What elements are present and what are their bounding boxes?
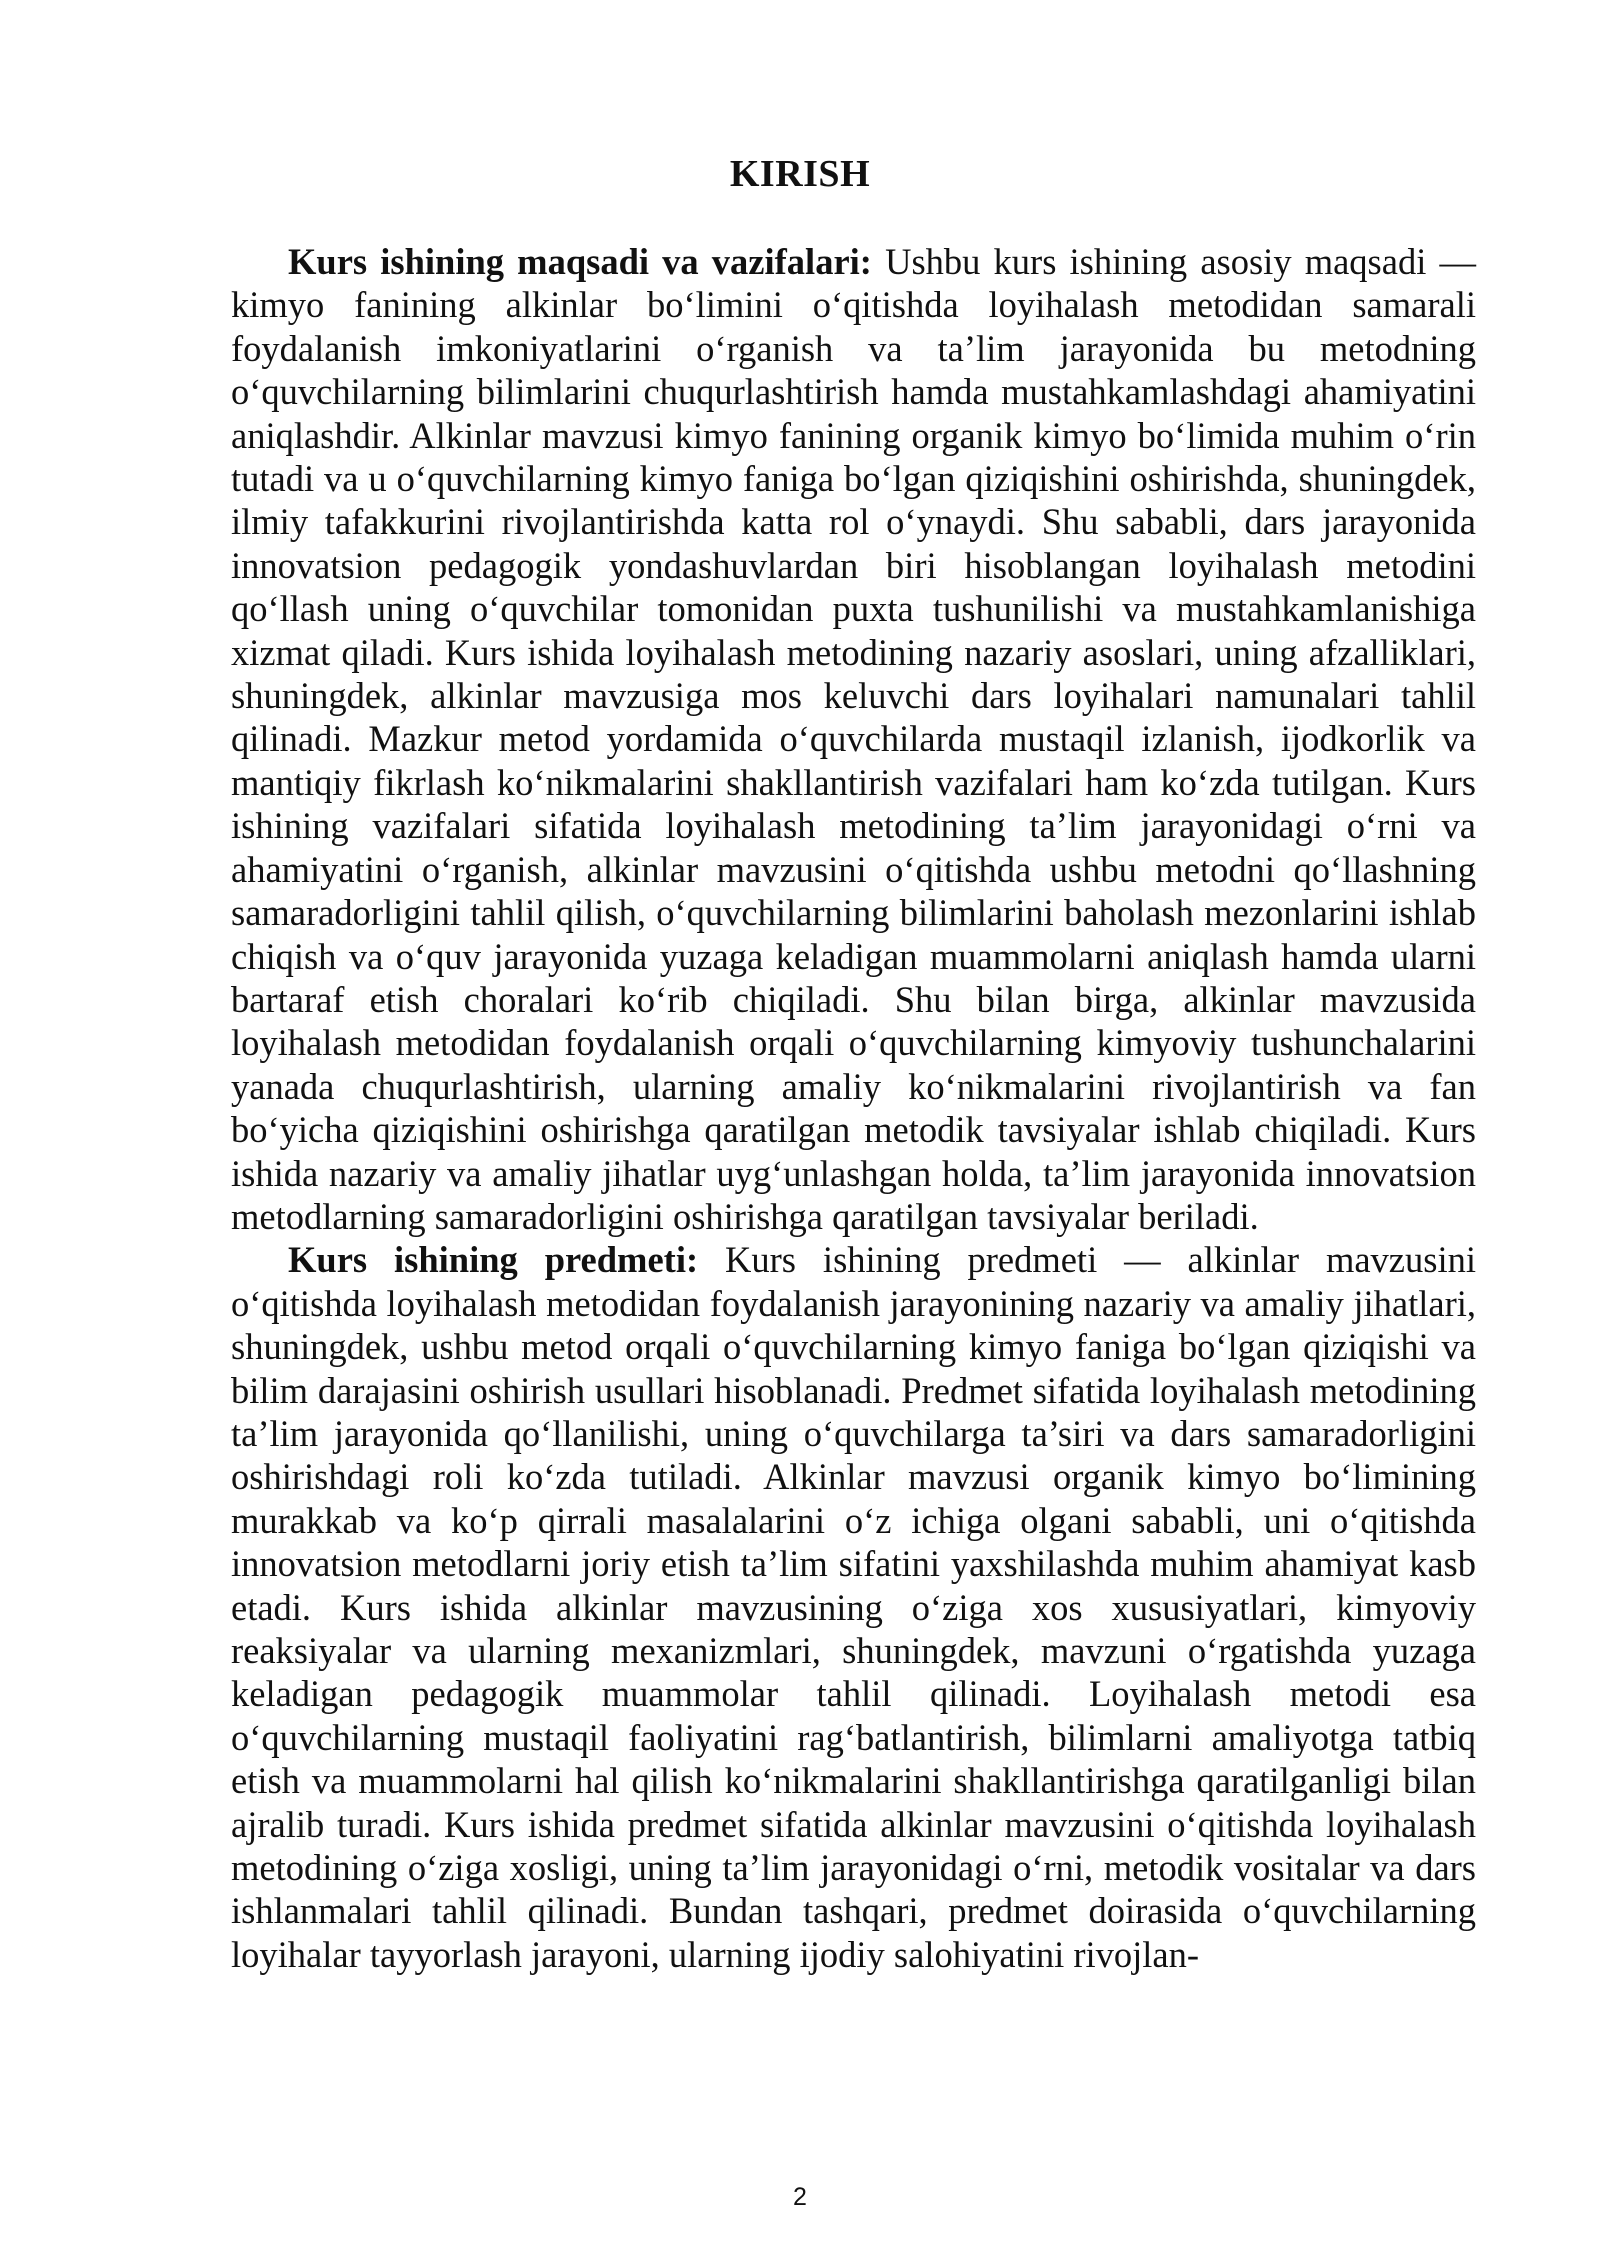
page-number: 2 [793, 2183, 807, 2211]
paragraph-subject [231, 1238, 1476, 1976]
section-heading: KIRISH [729, 153, 871, 195]
paragraph-goals [231, 240, 1476, 1238]
paragraph-text: Ushbu kurs ishining asosiy maqsadi — kimyo fanining alkinlar bo‘limini o‘qitishda loyihalash metodidan samarali foydalanish imkoniyatlarini o‘rganish va ta’lim jarayonida bu metodning o‘quvchilarning bilimlarini chuqurlashtirish hamda mustahkamlashdagi ahamiyatini aniqlashdir. Alkinlar mavzusi kimyo fanining organik kimyo bo‘limida muhim o‘rin tutadi va u o‘quvchilarning kimyo faniga bo‘lgan qiziqishini oshirishda, shuningdek, ilmiy tafakkurini rivojlantirishda katta rol o‘ynaydi. Shu sababli, dars jarayonida innovatsion pedagogik yondashuvlardan biri hisoblangan loyihalash metodini qo‘llash uning o‘quvchilar tomonidan puxta tushunilishi va mustahkamlanishiga xizmat qiladi. Kurs ishida loyihalash metodining nazariy asoslari, uning afzalliklari, shuningdek, alkinlar mavzusiga mos keluvchi dars loyihalari namunalari tahlil qilinadi. Mazkur metod yordamida o‘quvchilarda mustaqil izlanish, ijodkorlik va mantiqiy fikrlash ko‘nikmalarini shakllantirish vazifalari ham ko‘zda tutilgan. Kurs ishining vazifalari sifatida loyihalash metodining ta’lim jarayonidagi o‘rni va ahamiyatini o‘rganish, alkinlar mavzusini o‘qitishda ushbu metodni qo‘llashning samaradorligini tahlil qilish, o‘quvchilarning bilimlarini baholash mezonlarini ishlab chiqish va o‘quv jarayonida yuzaga keladigan muammolarni aniqlash hamda ularni bartaraf etish choralari ko‘rib chiqiladi. Shu bilan birga, alkinlar mavzusida loyihalash metodidan foydalanish orqali o‘quvchilarning kimyoviy tushunchalarini yanada chuqurlashtirish, ularning amaliy ko‘nikmalarini rivojlantirish va fan bo‘yicha qiziqishini oshirishga qaratilgan metodik tavsiyalar ishlab chiqiladi. Kurs ishida nazariy va amaliy jihatlar uyg‘unlashgan holda, ta’lim jarayonida innovatsion metodlarning samaradorligini oshirishga qaratilgan tavsiyalar beriladi. [231, 241, 1476, 1237]
paragraph-lead: Kurs ishining predmeti: [288, 1239, 699, 1281]
paragraph-text: Kurs ishining predmeti — alkinlar mavzusini o‘qitishda loyihalash metodidan foydalanish jarayonining nazariy va amaliy jihatlari, shuningdek, ushbu metod orqali o‘quvchilarning kimyo faniga bo‘lgan qiziqishi va bilim darajasini oshirish usullari hisoblanadi. Predmet sifatida loyihalash metodining ta’lim jarayonida qo‘llanilishi, uning o‘quvchilarga ta’siri va dars samaradorligini oshirishdagi roli ko‘zda tutiladi. Alkinlar mavzusi organik kimyo bo‘limining murakkab va ko‘p qirrali masalalarini o‘z ichiga olgani sababli, uni o‘qitishda innovatsion metodlarni joriy etish ta’lim sifatini yaxshilashda muhim ahamiyat kasb etadi. Kurs ishida alkinlar mavzusining o‘ziga xos xususiyatlari, kimyoviy reaksiyalar va ularning mexanizmlari, shuningdek, mavzuni o‘rgatishda yuzaga keladigan pedagogik muammolar tahlil qilinadi. Loyihalash metodi esa o‘quvchilarning mustaqil faoliyatini rag‘batlantirish, bilimlarni amaliyotga tatbiq etish va muammolarni hal qilish ko‘nikmalarini shakllantirishga qaratilganligi bilan ajralib turadi. Kurs ishida predmet sifatida alkinlar mavzusini o‘qitishda loyihalash metodining o‘ziga xosligi, uning ta’lim jarayonidagi o‘rni, metodik vositalar va dars ishlanmalari tahlil qilinadi. Bundan tashqari, predmet doirasida o‘quvchilarning loyihalar tayyorlash jarayoni, ularning ijodiy salohiyatini rivojlan- [231, 1239, 1476, 1975]
paragraph-lead: Kurs ishining maqsadi va vazifalari: [288, 241, 872, 282]
body-text [231, 240, 1476, 1976]
